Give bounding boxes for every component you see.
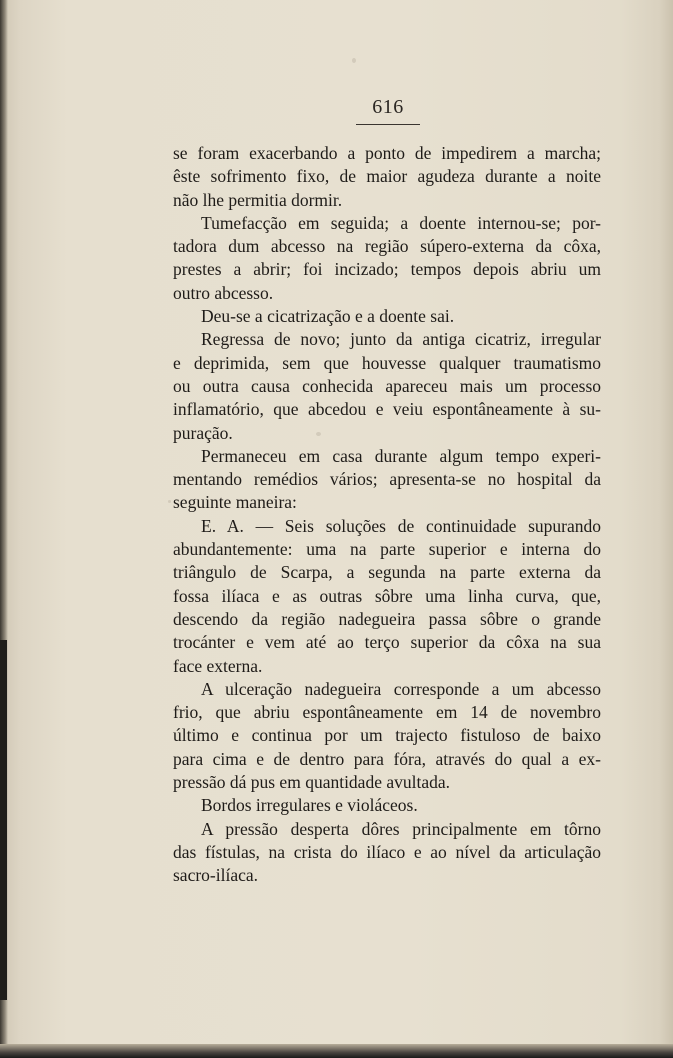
body-text bbox=[173, 142, 601, 888]
text-line: Permaneceu em casa durante algum tempo experi- bbox=[201, 445, 601, 466]
page-number: 616 bbox=[372, 96, 404, 118]
text-line: se foram exacerbando a ponto de impedirem a marcha; bbox=[173, 143, 601, 163]
text-line: tadora dum abcesso na região súpero-externa da côxa, bbox=[173, 236, 601, 257]
text-line: trocánter e vem até ao terço superior da côxa na sua bbox=[173, 632, 601, 653]
text-line: para cima e de dentro para fóra, através do qual a ex- bbox=[173, 748, 601, 769]
text-line: mentando remédios vários; apresenta-se no hospital da bbox=[173, 469, 601, 490]
text-line: último e continua por um trajecto fistuloso de baixo bbox=[173, 725, 601, 746]
text-line: e deprimida, sem que houvesse qualquer traumatismo bbox=[173, 352, 601, 373]
text-line: fossa ilíaca e as outras sôbre uma linha curva, que, bbox=[173, 585, 601, 606]
text-line: prestes a abrir; foi incizado; tempos depois abriu um bbox=[173, 259, 601, 280]
text-line: abundantemente: uma na parte superior e interna do bbox=[173, 539, 601, 560]
text-line: Bordos irregulares e violáceos. bbox=[201, 795, 418, 816]
text-line: triângulo de Scarpa, a segunda na parte externa da bbox=[173, 562, 601, 583]
text-line: Deu-se a cicatrização e a doente sai. bbox=[201, 306, 455, 327]
text-line: puração. bbox=[173, 422, 233, 443]
text-line: Regressa de novo; junto da antiga cicatriz, irregular bbox=[201, 329, 601, 350]
text-line: A ulceração nadegueira corresponde a um abcesso bbox=[201, 678, 601, 699]
bottom-page-edge bbox=[0, 1044, 673, 1058]
text-line: sacro-ilíaca. bbox=[173, 865, 259, 886]
text-line: face externa. bbox=[173, 655, 263, 676]
text-line: das fístulas, na crista do ilíaco e ao nível da articulação bbox=[173, 841, 601, 862]
text-line: êste sofrimento fixo, de maior agudeza durante a noite bbox=[173, 166, 601, 187]
text-line: inflamatório, que abcedou e veiu espontâneamente à su- bbox=[173, 399, 601, 420]
text-line: ou outra causa conhecida apareceu mais um processo bbox=[173, 375, 601, 396]
text-line: seguinte maneira: bbox=[173, 492, 297, 513]
paper-spot bbox=[168, 500, 171, 503]
text-line: Tumefacção em seguida; a doente internou-se; por- bbox=[201, 212, 601, 233]
text-line: descendo da região nadegueira passa sôbre o grande bbox=[173, 608, 601, 629]
text-line: pressão dá pus em quantidade avultada. bbox=[173, 772, 450, 793]
text-line: não lhe permitia dormir. bbox=[173, 189, 343, 210]
page-number-rule bbox=[356, 124, 420, 125]
text-line: outro abcesso. bbox=[173, 282, 274, 303]
paper-spot bbox=[352, 58, 356, 63]
text-line: E. A. — Seis soluções de continuidade supurando bbox=[201, 515, 601, 536]
text-line: frio, que abriu espontâneamente em 14 de novembro bbox=[173, 702, 601, 723]
text-line: A pressão desperta dôres principalmente em tôrno bbox=[201, 818, 601, 839]
